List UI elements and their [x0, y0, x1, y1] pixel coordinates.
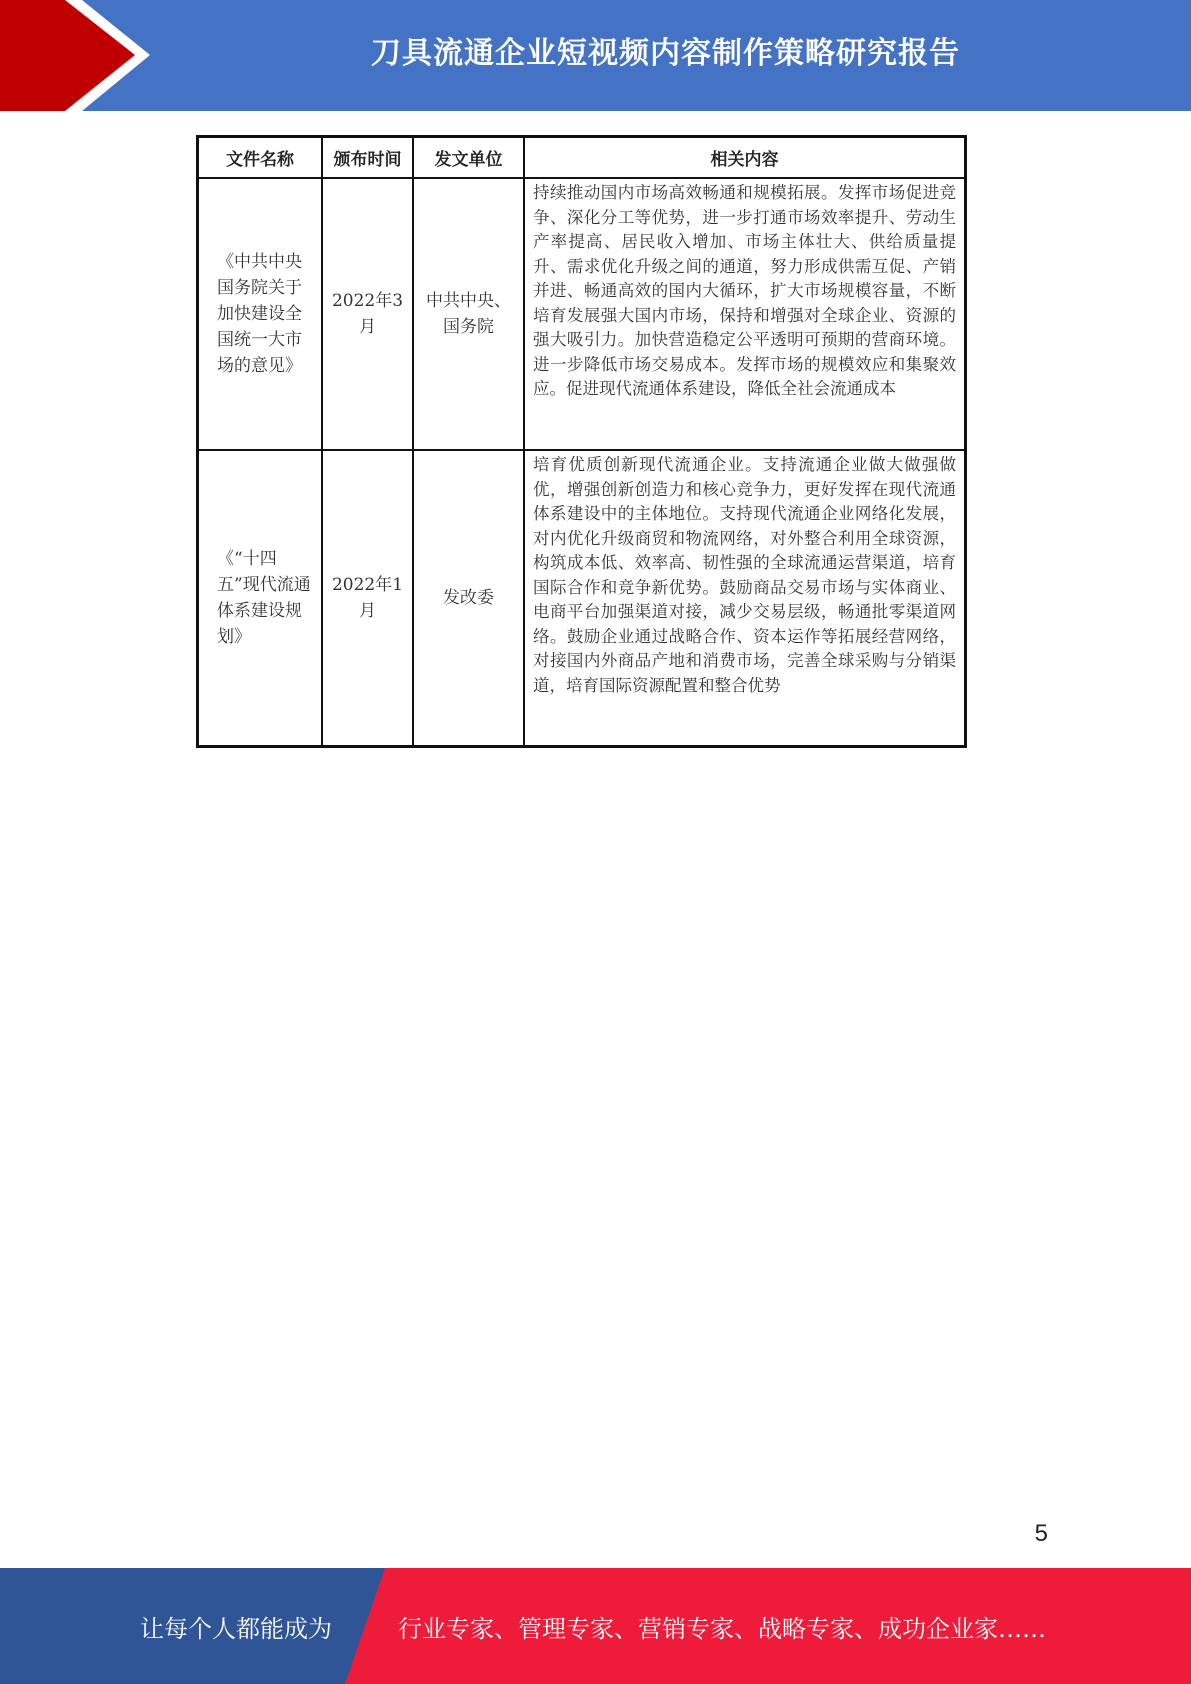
content-cell: 持续推动国内市场高效畅通和规模拓展。发挥市场促进竞争、深化分工等优势，进一步打通市场效率提升、劳动生产率提高、居民收入增加、市场主体壮大、供给质量提升、需求优化升级之间的通道，努力形成供需互促、产销并进、畅通高效的国内大循环，扩大市场规模容量，不断培育发展强大国内市场，保持和增强对全球企业、资源的强大吸引力。加快营造稳定公平透明可预期的营商环境。进一步降低市场交易成本。发挥市场的规模效应和集聚效应。促进现代流通体系建设，降低全社会流通成本 [524, 178, 966, 450]
column-header-name: 文件名称 [198, 137, 323, 179]
page-header [0, 0, 1191, 111]
issue-date-cell: 2022年3月 [322, 178, 413, 450]
table-row [198, 178, 966, 450]
document-name-cell: 《“十四五”现代流通体系建设规划》 [198, 450, 323, 746]
document-name-cell: 《中共中央国务院关于加快建设全国统一大市场的意见》 [198, 178, 323, 450]
page-number: 5 [1034, 1520, 1048, 1547]
issue-date-cell: 2022年1月 [322, 450, 413, 746]
table-row [198, 450, 966, 746]
footer-slogan-right: 行业专家、管理专家、营销专家、战略专家、成功企业家…… [398, 1614, 1046, 1643]
page-footer [0, 1568, 1191, 1684]
column-header-content: 相关内容 [524, 137, 966, 179]
footer-slogan-left: 让每个人都能成为 [140, 1614, 332, 1643]
issuer-cell: 发改委 [413, 450, 524, 746]
content-cell: 培育优质创新现代流通企业。支持流通企业做大做强做优，增强创新创造力和核心竞争力，更好发挥在现代流通体系建设中的主体地位。支持现代流通企业网络化发展，对内优化升级商贸和物流网络，对外整合利用全球资源，构筑成本低、效率高、韧性强的全球流通运营渠道，培育国际合作和竞争新优势。鼓励商品交易市场与实体商业、电商平台加强渠道对接，减少交易层级，畅通批零渠道网络。鼓励企业通过战略合作、资本运作等拓展经营网络，对接国内外商品产地和消费市场，完善全球采购与分销渠道，培育国际资源配置和整合优势 [524, 450, 966, 746]
column-header-issuer: 发文单位 [413, 137, 524, 179]
column-header-date: 颁布时间 [322, 137, 413, 179]
issuer-cell: 中共中央、国务院 [413, 178, 524, 450]
table-header-row [198, 137, 966, 179]
report-title: 刀具流通企业短视频内容制作策略研究报告 [371, 36, 960, 71]
policy-table [196, 135, 967, 748]
